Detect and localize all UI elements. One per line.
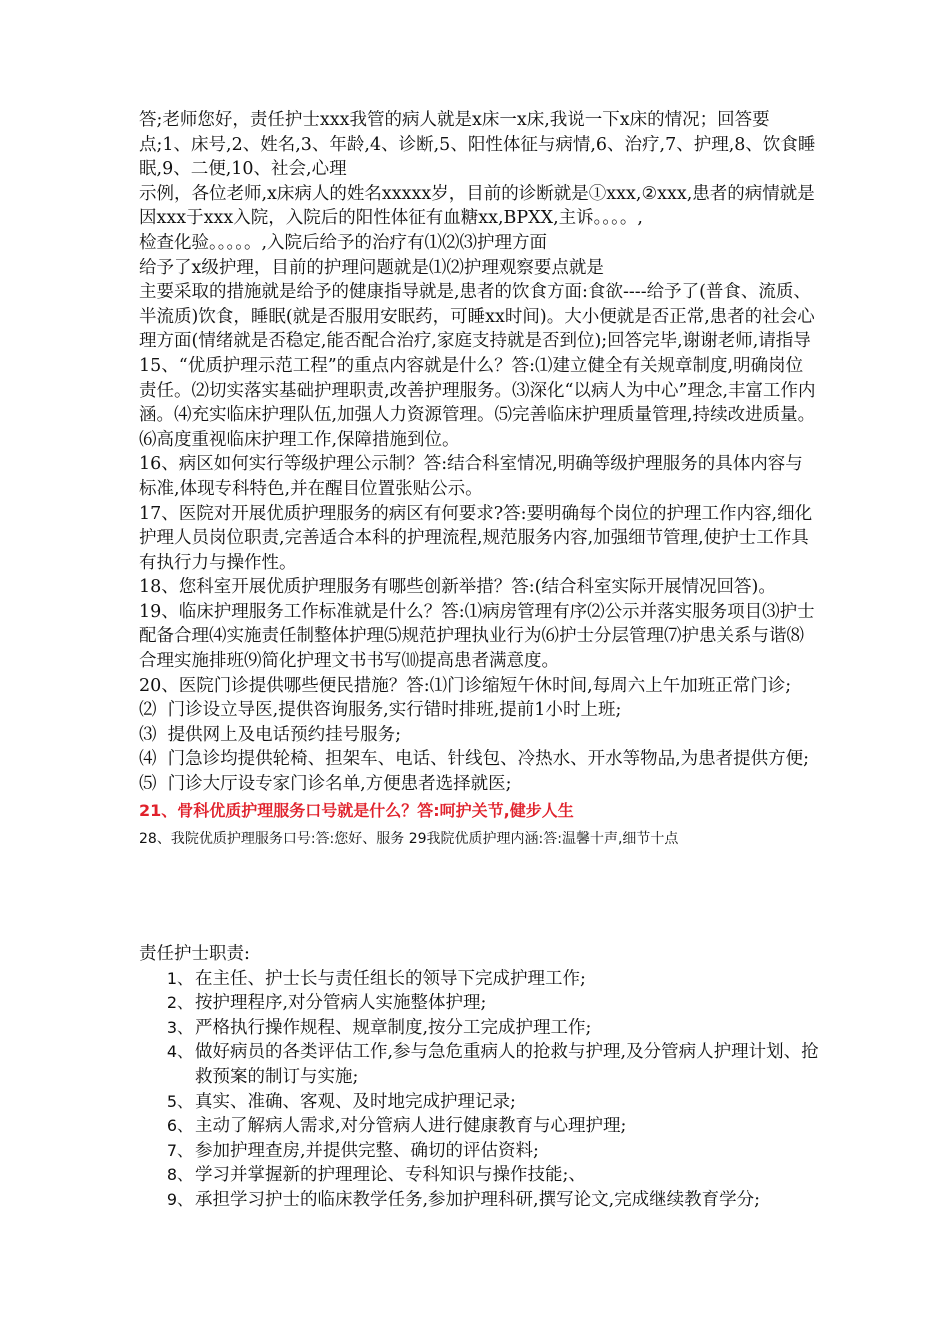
duty-number: 8、 <box>166 1165 193 1185</box>
duty-number: 1、 <box>166 968 193 988</box>
paragraph-nursing-level: 给予了x级护理，目前的护理问题就是⑴⑵护理观察要点就是 <box>139 257 604 278</box>
duty-item <box>139 1040 829 1089</box>
duty-item <box>139 1188 829 1213</box>
question-18: 18、您科室开展优质护理服务有哪些创新举措？答:(结合科室实际开展情况回答)。 <box>139 577 776 598</box>
question-20: 20、医院门诊提供哪些便民措施？答:⑴门诊缩短午休时间,每周六上午加班正常门诊; <box>139 675 792 696</box>
duty-text: 学习并掌握新的护理理论、专科知识与操作技能;、 <box>195 1165 586 1186</box>
duty-text: 做好病员的各类评估工作,参与急危重病人的抢救与护理,及分管病人护理计划、抢救预案的制订与实施; <box>195 1042 819 1087</box>
question-20-item-5: ⑸ 门诊大厅设专家门诊名单,方便患者选择就医; <box>139 774 512 795</box>
duty-item <box>139 991 829 1016</box>
question-19: 19、临床护理服务工作标准就是什么？答:⑴病房管理有序⑵公示并落实服务项目⑶护士配备合理⑷实施责任制整体护理⑸规范护理执业行为⑹护士分层管理⑺护患关系与谐⑻合理实施排班⑼简化护理文书书写⑽提高患者满意度。 <box>139 601 815 672</box>
duty-item <box>139 1090 829 1115</box>
duty-number: 6、 <box>166 1116 193 1136</box>
question-16: 16、病区如何实行等级护理公示制？答:结合科室情况,明确等级护理服务的具体内容与标准,体现专科特色,并在醒目位置张贴公示。 <box>139 454 803 499</box>
paragraph-exam: 检查化验。。。。。,入院后给予的治疗有⑴⑵⑶护理方面 <box>139 232 548 253</box>
duty-text: 按护理程序,对分管病人实施整体护理; <box>195 993 487 1014</box>
paragraph-intro: 答;老师您好，责任护士xxx我管的病人就是x床一x床,我说一下x床的情况；回答要点;1、床号,2、姓名,3、年龄,4、诊断,5、阳性体征与病情,6、治疗,7、护理,8、饮食睡眠,9、二便,10、社会,心理 <box>139 110 816 180</box>
duties-title: 责任护士职责: <box>139 944 250 964</box>
duty-text: 承担学习护士的临床教学任务,参加护理科研,撰写论文,完成继续教育学分; <box>195 1189 761 1210</box>
duty-number: 4、 <box>166 1042 193 1062</box>
duty-number: 7、 <box>166 1140 193 1160</box>
question-15: 15、“优质护理示范工程”的重点内容就是什么？答:⑴建立健全有关规章制度,明确岗位责任。⑵切实落实基础护理职责,改善护理服务。⑶深化“以病人为中心”理念,丰富工作内涵。⑷充实临床护理队伍,加强人力资源管理。⑸完善临床护理质量管理,持续改进质量。⑹高度重视临床护理工作,保障措施到位。 <box>139 355 816 450</box>
duty-text: 主动了解病人需求,对分管病人进行健康教育与心理护理; <box>195 1116 627 1137</box>
question-20-item-2: ⑵ 门诊设立导医,提供咨询服务,实行错时排班,提前1小时上班; <box>139 700 622 721</box>
question-20-item-3: ⑶ 提供网上及电话预约挂号服务; <box>139 724 402 745</box>
duty-text: 在主任、护士长与责任组长的领导下完成护理工作; <box>195 968 586 989</box>
duty-text: 严格执行操作规程、规章制度,按分工完成护理工作; <box>195 1017 592 1038</box>
document-body <box>139 108 819 852</box>
duty-item <box>139 1016 829 1041</box>
paragraph-measures: 主要采取的措施就是给予的健康指导就是,患者的饮食方面:食欲----给予了(普食、流质、半流质)饮食，睡眠(就是否服用安眠药，可睡xx时间)。大小便就是否正常,患者的社会心理方面(情绪就是否稳定,能否配合治疗,家庭支持就是否到位);回答完毕,谢谢老师,请指导 <box>139 282 815 352</box>
duties-section <box>139 942 829 1213</box>
question-20-item-4: ⑷ 门急诊均提供轮椅、担架车、电话、针线包、冷热水、开水等物品,为患者提供方便; <box>139 749 810 770</box>
duty-number: 2、 <box>166 993 193 1013</box>
question-17: 17、医院对开展优质护理服务的病区有何要求?答:要明确每个岗位的护理工作内容,细化护理人员岗位职责,完善适合本科的护理流程,规范服务内容,加强细节管理,使护士工作具有执行力与操作性。 <box>139 503 813 573</box>
duty-item <box>139 1163 829 1188</box>
duty-number: 3、 <box>166 1017 193 1037</box>
duty-text: 参加护理查房,并提供完整、确切的评估资料; <box>195 1140 539 1161</box>
duties-list <box>139 967 829 1213</box>
paragraph-example: 示例，各位老师,x床病人的姓名xxxxx岁，目前的诊断就是①xxx,②xxx,患者的病情就是因xxx于xxx入院，入院后的阳性体征有血糖xx,BPXX,主诉。。。。, <box>139 183 815 229</box>
duty-item <box>139 967 829 992</box>
duty-item <box>139 1139 829 1164</box>
duty-text: 真实、准确、客观、及时地完成护理记录; <box>195 1091 516 1112</box>
question-28-29-slogan: 28、我院优质护理服务口号:答:您好、服务 29我院优质护理内涵:答:温馨十声,细节十点 <box>139 831 679 848</box>
duty-number: 5、 <box>166 1091 193 1111</box>
duty-item <box>139 1114 829 1139</box>
duty-number: 9、 <box>166 1189 193 1209</box>
question-21-slogan: 21、骨科优质护理服务口号就是什么？答:呵护关节,健步人生 <box>139 800 574 820</box>
